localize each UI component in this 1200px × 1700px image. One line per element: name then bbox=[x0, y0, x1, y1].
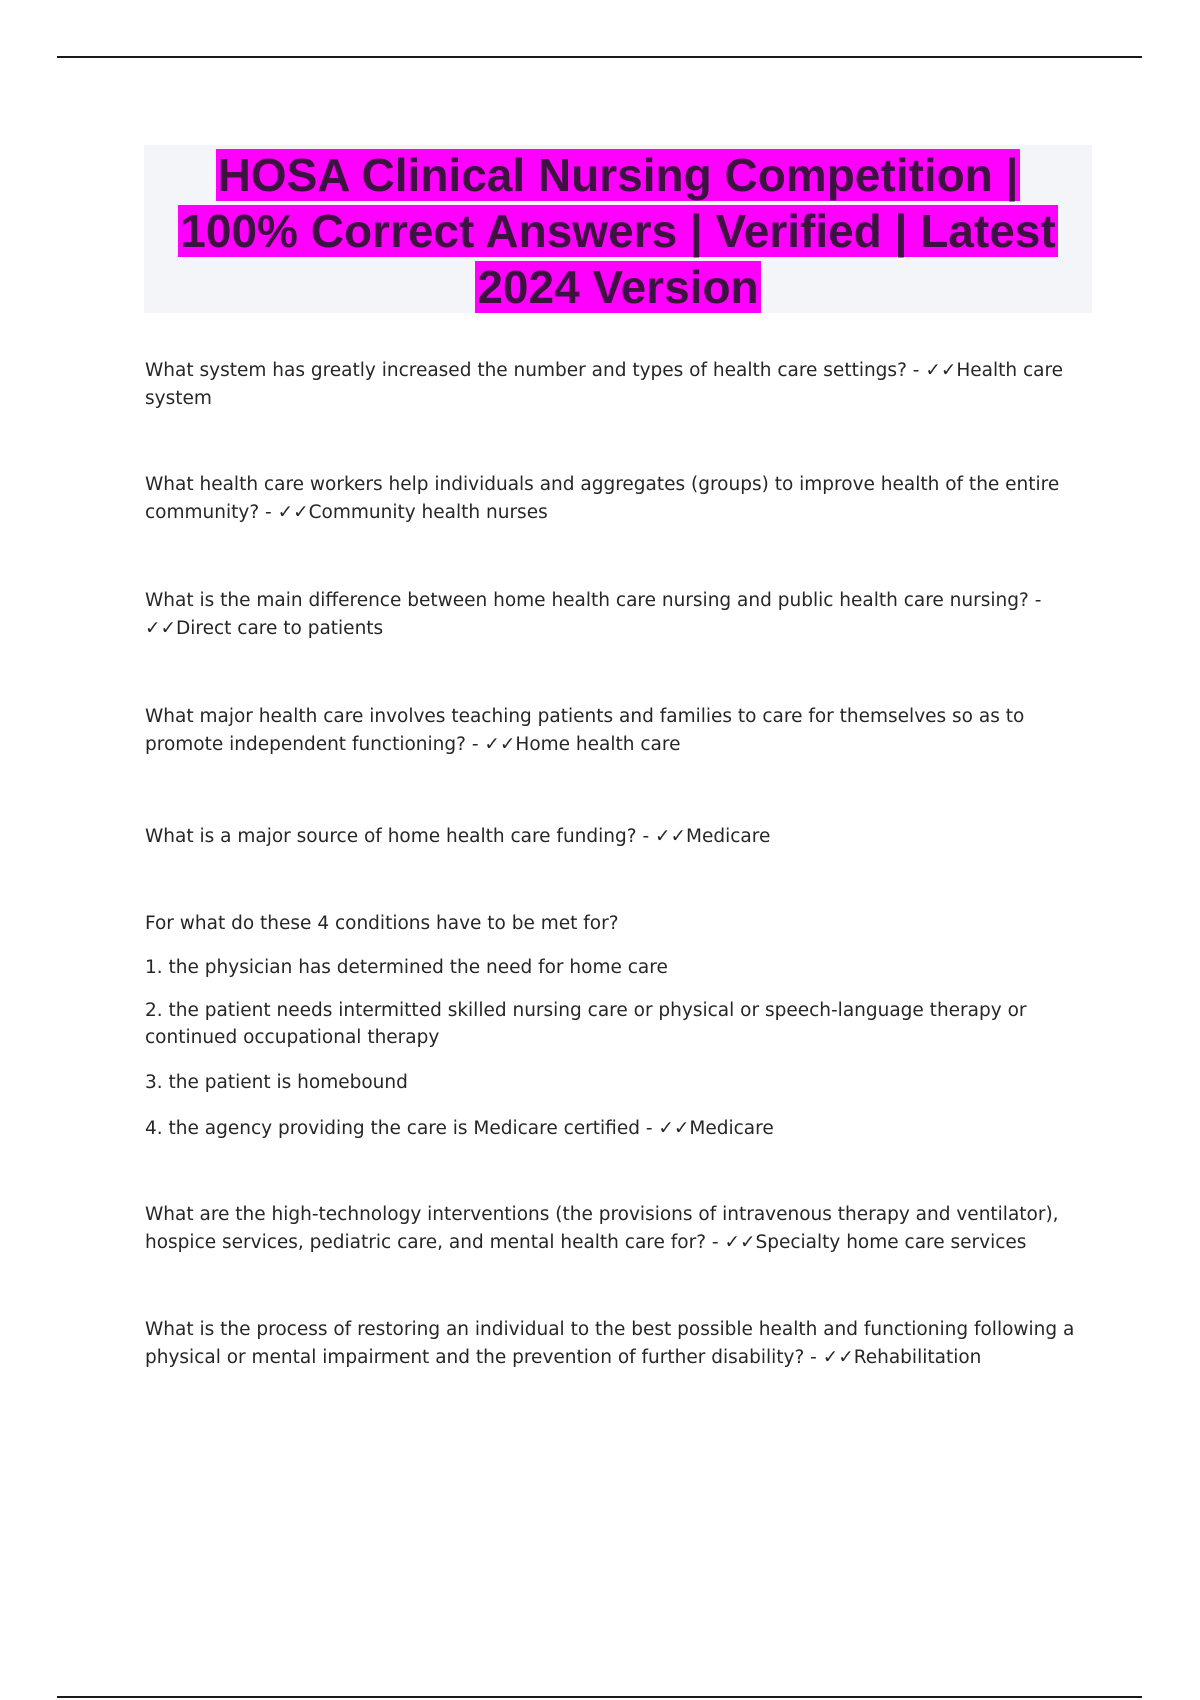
check-icon: ✓✓ bbox=[145, 618, 177, 639]
separator: - bbox=[259, 502, 278, 523]
separator: - bbox=[636, 826, 656, 847]
top-rule bbox=[57, 56, 1142, 58]
question-text: What is the process of restoring an individual to the best possible health and functioning following a physical or mental impairment and the prevention of further disability? bbox=[145, 1319, 1075, 1368]
answer-text: Community health nurses bbox=[308, 502, 548, 523]
check-icon: ✓✓ bbox=[658, 1118, 690, 1139]
check-icon: ✓✓ bbox=[822, 1347, 854, 1368]
check-icon: ✓✓ bbox=[925, 360, 957, 381]
document-title bbox=[144, 145, 1092, 315]
condition-item-2: 2. the patient needs intermitted skilled nursing care or physical or speech-language therapy or continued occupational therapy bbox=[145, 1000, 1027, 1048]
conditions-question: For what do these 4 conditions have to be met for? bbox=[145, 913, 619, 934]
qa-item bbox=[145, 1201, 1090, 1257]
check-icon: ✓✓ bbox=[484, 734, 516, 755]
answer-text: Specialty home care services bbox=[755, 1232, 1027, 1253]
separator: - bbox=[1028, 590, 1048, 611]
qa-item bbox=[145, 587, 1090, 643]
question-text: What system has greatly increased the number and types of health care settings? bbox=[145, 360, 907, 381]
question-text: What major health care involves teaching patients and families to care for themselves so as to promote independent functioning? bbox=[145, 706, 1025, 755]
condition-item-4 bbox=[145, 1115, 1090, 1142]
condition-item-3: 3. the patient is homebound bbox=[145, 1072, 408, 1093]
check-icon: ✓✓ bbox=[724, 1232, 756, 1253]
qa-item bbox=[145, 1316, 1090, 1372]
separator: - bbox=[639, 1118, 659, 1139]
qa-item bbox=[145, 357, 1090, 413]
title-line-1: HOSA Clinical Nursing Competition | bbox=[217, 149, 1019, 201]
check-icon: ✓✓ bbox=[655, 826, 687, 847]
separator: - bbox=[906, 360, 926, 381]
question-text: What is a major source of home health care funding? bbox=[145, 826, 637, 847]
separator: - bbox=[465, 734, 485, 755]
qa-item bbox=[145, 823, 1090, 851]
question-text: What are the high-technology interventions (the provisions of intravenous therapy and ventilator), hospice services, pediatric care, and mental health care for? bbox=[145, 1204, 1059, 1253]
answer-text: Home health care bbox=[515, 734, 681, 755]
separator: - bbox=[804, 1347, 823, 1368]
qa-item bbox=[145, 471, 1090, 527]
answer-text: Medicare bbox=[686, 826, 771, 847]
separator: - bbox=[706, 1232, 725, 1253]
bottom-rule bbox=[57, 1696, 1142, 1698]
answer-text: Health care system bbox=[145, 360, 1064, 409]
answer-text: Medicare bbox=[689, 1118, 774, 1139]
qa-item bbox=[145, 703, 1090, 759]
title-line-2: 100% Correct Answers | Verified | Latest bbox=[180, 205, 1056, 257]
answer-text: Rehabilitation bbox=[853, 1347, 982, 1368]
condition-item-4-text: 4. the agency providing the care is Medicare certified bbox=[145, 1118, 640, 1139]
question-text: What is the main difference between home health care nursing and public health care nursing? bbox=[145, 590, 1029, 611]
question-text: What health care workers help individuals and aggregates (groups) to improve health of the entire community? bbox=[145, 474, 1060, 523]
condition-item-1: 1. the physician has determined the need for home care bbox=[145, 957, 668, 978]
check-icon: ✓✓ bbox=[277, 502, 309, 523]
document-title-block bbox=[144, 145, 1092, 313]
answer-text: Direct care to patients bbox=[176, 618, 384, 639]
title-line-3: 2024 Version bbox=[477, 261, 759, 313]
